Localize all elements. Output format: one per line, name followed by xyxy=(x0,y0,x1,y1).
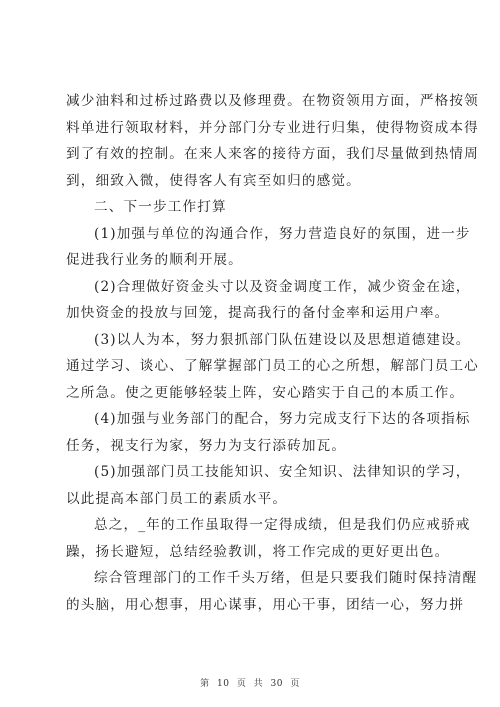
body-line: 综合管理部门的工作千头万绪，但是只要我们随时保持清醒 xyxy=(94,570,478,586)
document-body xyxy=(66,88,479,618)
body-line: 到，细致入微，使得客人有宾至如归的感觉。 xyxy=(66,172,361,189)
body-line: 任务，视支行为家，努力为支行添砖加瓦。 xyxy=(66,437,347,454)
body-line: 促进我行业务的顺利开展。 xyxy=(66,252,243,268)
body-line: 的头脑，用心想事，用心谋事，用心干事，团结一心，努力拼 xyxy=(66,596,465,613)
body-line: 躁，扬长避短，总结经验教训，将工作完成的更好更出色。 xyxy=(66,543,450,560)
body-line: 总之，_年的工作虽取得一定得成绩，但是我们仍应戒骄戒 xyxy=(94,517,471,533)
body-line: 以此提高本部门员工的素质水平。 xyxy=(66,490,288,507)
body-line: (4)加强与业务部门的配合，努力完成支行下达的各项指标 xyxy=(94,411,471,427)
body-line: 加快资金的投放与回笼，提高我行的备付金率和运用户率。 xyxy=(66,305,450,321)
body-line: (2)合理做好资金头寸以及资金调度工作，减少资金在途， xyxy=(94,278,471,295)
body-line: 之所急。使之更能够轻装上阵，安心踏实于自己的本质工作。 xyxy=(66,384,465,401)
body-line: 减少油料和过桥过路费以及修理费。在物资领用方面，严格按领 xyxy=(66,93,479,109)
body-line: (1)加强与单位的沟通合作，努力营造良好的氛围，进一步 xyxy=(94,225,471,242)
section-heading: 二、下一步工作打算 xyxy=(94,199,227,215)
body-line: 到了有效的控制。在来人来客的接待方面，我们尽量做到热情周 xyxy=(66,146,479,162)
body-line: 通过学习、谈心、了解掌握部门员工的心之所想，解部门员工心 xyxy=(66,358,479,374)
page-number-footer: 第 10 页 共 30 页 xyxy=(200,679,300,689)
body-line: (3)以人为本，努力狠抓部门队伍建设以及思想道德建设。 xyxy=(94,331,471,348)
body-line: 料单进行领取材料，并分部门分专业进行归集，使得物资成本得 xyxy=(66,119,479,136)
body-line: (5)加强部门员工技能知识、安全知识、法律知识的学习， xyxy=(94,464,471,480)
